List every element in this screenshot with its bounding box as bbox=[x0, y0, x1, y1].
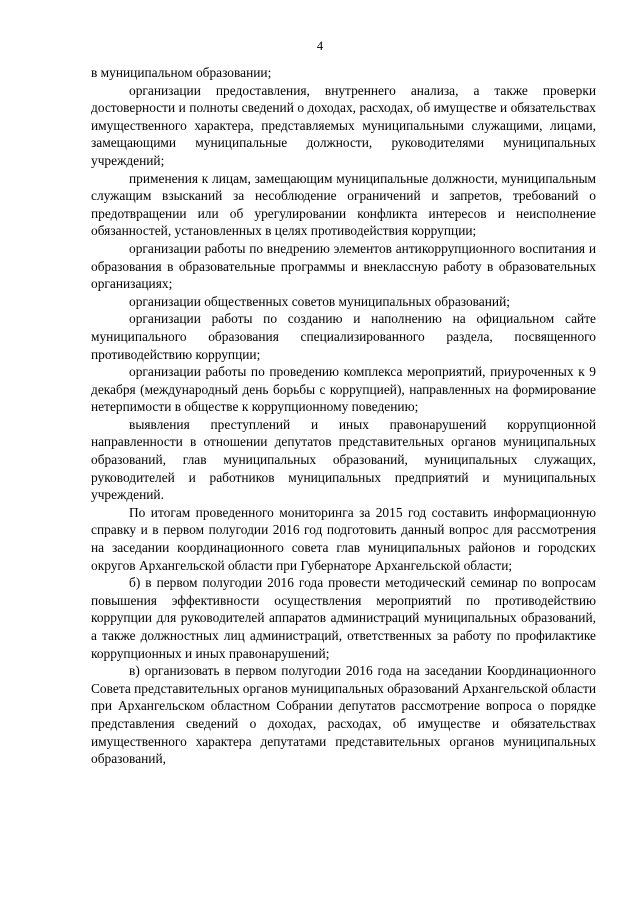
paragraph-item-b-seminar: б) в первом полугодии 2016 года провести методический семинар по вопросам повышения эффективности осуществления мероприятий по противодействию коррупции для руководителей аппаратов администраций муниципальных образований, а также должностных лиц администраций, ответственных за работу по профилактике коррупционных и иных правонарушений; bbox=[91, 575, 596, 661]
paragraph-december-9-events: организации работы по проведению комплекса мероприятий, приуроченных к 9 декабря (международный день борьбы с коррупцией), направленных на формирование нетерпимости в обществе к коррупционному поведению; bbox=[91, 364, 596, 415]
document-body bbox=[91, 64, 596, 768]
paragraph-continuation: в муниципальном образовании; bbox=[91, 65, 272, 80]
page-number: 4 bbox=[316, 39, 324, 53]
paragraph-penalties: применения к лицам, замещающим муниципальные должности, муниципальным служащим взысканий за несоблюдение ограничений и запретов, требований о предотвращении или об урегулировании конфликта интересов и неисполнение обязанностей, установленных в целях противодействия коррупции; bbox=[91, 170, 596, 239]
paragraph-declarations-verification: организации предоставления, внутреннего анализа, а также проверки достоверности и полноты сведений о доходах, расходах, об имуществе и обязательствах имущественного характера, представляемых муниципальными служащими, лицами, замещающими муниципальные должности, руководителями муниципальных учреждений; bbox=[91, 82, 596, 168]
paragraph-website-section: организации работы по созданию и наполнению на официальном сайте муниципального образования специализированного раздела, посвященного противодействию коррупции; bbox=[91, 311, 596, 362]
paragraph-public-councils: организации общественных советов муниципальных образований; bbox=[129, 293, 510, 309]
paragraph-item-v-council: в) организовать в первом полугодии 2016 года на заседании Координационного Совета представительных органов муниципальных образований Архангельской области при Архангельском областном Собрании депутатов рассмотрение вопроса о порядке представления сведений о доходах, расходах, об имуществе и обязательствах имущественного характера депутатами представительных органов муниципальных образований, bbox=[91, 663, 596, 767]
paragraph-offense-detection: выявления преступлений и иных правонарушений коррупционной направленности в отношении депутатов представительных органов муниципальных образований, глав муниципальных образований, муниципальных служащих, руководителей и работников муниципальных предприятий и муниципальных учреждений. bbox=[91, 416, 596, 503]
paragraph-anticorruption-education: организации работы по внедрению элементов антикоррупционного воспитания и образования в образовательные программы и внеклассную работу в образовательных организациях; bbox=[91, 240, 596, 292]
paragraph-monitoring-results: По итогам проведенного мониторинга за 2015 год составить информационную справку и в первом полугодии 2016 год подготовить данный вопрос для рассмотрения на заседании координационного совета глав муниципальных районов и городских округов Архангельской области при Губернаторе Архангельской области; bbox=[91, 504, 596, 573]
